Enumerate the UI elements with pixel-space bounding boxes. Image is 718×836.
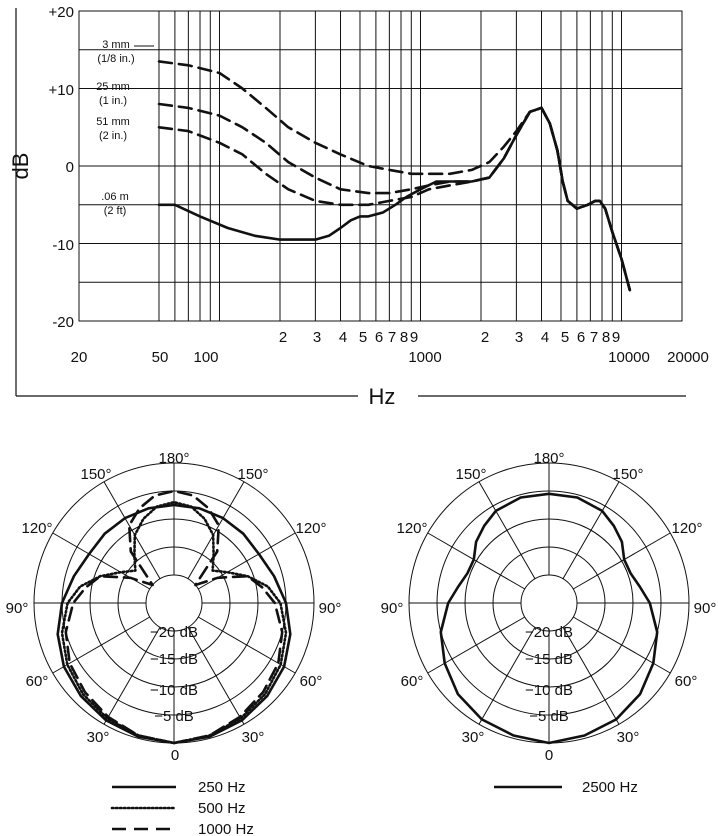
x-tick-label: 50 [151, 349, 169, 366]
x-minor-tick-label: 5 [358, 329, 368, 346]
legend-label: 500 Hz [198, 800, 246, 817]
ring-label: −10 dB [150, 682, 198, 699]
ring-label: −20 dB [150, 624, 198, 641]
angle-label-150-left: 150° [455, 466, 487, 483]
polar-spoke [563, 627, 619, 724]
angle-label-30-right: 30° [241, 729, 265, 746]
frequency-response-chart [8, 4, 709, 409]
x-tick-labels [71, 329, 709, 366]
angle-label-150-right: 150° [612, 466, 644, 483]
ring-label: −10 dB [525, 682, 573, 699]
angle-label-0: 0 [544, 747, 554, 764]
polar-spoke [104, 482, 160, 579]
y-axis-label: dB [8, 152, 33, 180]
legend-label: 2500 Hz [582, 779, 638, 796]
angle-label-60-right: 60° [674, 673, 698, 690]
x-minor-tick-label: 5 [560, 329, 570, 346]
ring-label: −5 dB [529, 708, 569, 725]
legend-label: 250 Hz [198, 779, 246, 796]
x-minor-tick-label: 3 [514, 329, 524, 346]
series-line [159, 108, 630, 290]
x-minor-tick-label: 9 [409, 329, 419, 346]
angle-label-90-left: 90° [380, 600, 404, 617]
polar-plot-low [6, 450, 342, 764]
x-minor-tick-label: 2 [480, 329, 490, 346]
series-label: 3 mm [102, 39, 130, 51]
polar-spoke [479, 627, 535, 724]
series-line [159, 104, 630, 290]
angle-label-120-right: 120° [671, 520, 703, 537]
angle-label-180: 180° [533, 450, 565, 467]
angle-label-30-right: 30° [616, 729, 640, 746]
x-tick-label: 20 [70, 349, 88, 366]
ring-label: −15 dB [525, 651, 573, 668]
angle-label-120-left: 120° [396, 520, 428, 537]
angle-label-180: 180° [158, 450, 190, 467]
y-tick-label: -10 [52, 237, 74, 254]
series-label: 25 mm [96, 81, 130, 93]
polar-ring [521, 575, 577, 631]
series-label: 51 mm [96, 116, 130, 128]
x-minor-tick-label: 6 [576, 329, 586, 346]
frequency-grid [79, 11, 682, 321]
angle-label-30-left: 30° [461, 729, 485, 746]
x-tick-label: 10000 [608, 349, 650, 366]
angle-label-120-right: 120° [295, 520, 327, 537]
polar-ring [146, 575, 202, 631]
series-line [159, 61, 630, 290]
x-tick-label: 1000 [408, 349, 442, 366]
x-minor-tick-label: 4 [338, 329, 348, 346]
series-label: .06 m [101, 191, 129, 203]
series-line [159, 108, 630, 290]
polar-spoke [188, 627, 244, 724]
x-minor-tick-label: 3 [312, 329, 322, 346]
x-minor-tick-label: 9 [611, 329, 621, 346]
ring-label: −20 dB [525, 624, 573, 641]
polar-spoke [104, 627, 160, 724]
x-minor-tick-label: 6 [374, 329, 384, 346]
polar-plot-high [381, 450, 717, 764]
series-label: (2 in.) [98, 130, 128, 142]
angle-label-30-left: 30° [86, 729, 110, 746]
angle-label-90-left: 90° [5, 600, 29, 617]
frequency-series [159, 61, 630, 290]
curve-labels [96, 39, 154, 217]
series-label: (1/8 in.) [97, 53, 135, 65]
x-minor-tick-label: 2 [278, 329, 288, 346]
x-tick-label: 20000 [667, 349, 709, 366]
y-tick-label: +10 [48, 82, 74, 99]
angle-label-120-left: 120° [21, 520, 53, 537]
x-tick-label: 100 [193, 349, 219, 366]
polar-legend-low [112, 779, 254, 836]
angle-label-0: 0 [170, 747, 180, 764]
legend-label: 1000 Hz [198, 821, 254, 836]
polar-grid [409, 463, 689, 743]
x-minor-tick-label: 8 [601, 329, 611, 346]
angle-label-150-right: 150° [237, 466, 269, 483]
angle-label-90-right: 90° [693, 600, 717, 617]
x-minor-tick-label: 8 [399, 329, 409, 346]
y-tick-label: 0 [65, 159, 74, 176]
x-minor-tick-label: 7 [387, 329, 397, 346]
angle-label-90-right: 90° [318, 600, 342, 617]
x-minor-tick-label: 7 [589, 329, 599, 346]
x-axis-label: Hz [368, 384, 396, 409]
angle-label-150-left: 150° [80, 466, 112, 483]
series-label: (2 ft) [103, 205, 127, 217]
angle-label-60-right: 60° [299, 673, 323, 690]
angle-label-60-left: 60° [400, 673, 424, 690]
y-tick-label: -20 [52, 314, 74, 331]
y-tick-label: +20 [48, 4, 74, 21]
x-minor-tick-label: 4 [540, 329, 550, 346]
ring-label: −5 dB [154, 708, 194, 725]
ring-label: −15 dB [150, 651, 198, 668]
angle-label-60-left: 60° [25, 673, 49, 690]
series-label: (1 in.) [98, 95, 128, 107]
polar-legend-high [494, 779, 638, 796]
polar-spoke [188, 482, 244, 579]
